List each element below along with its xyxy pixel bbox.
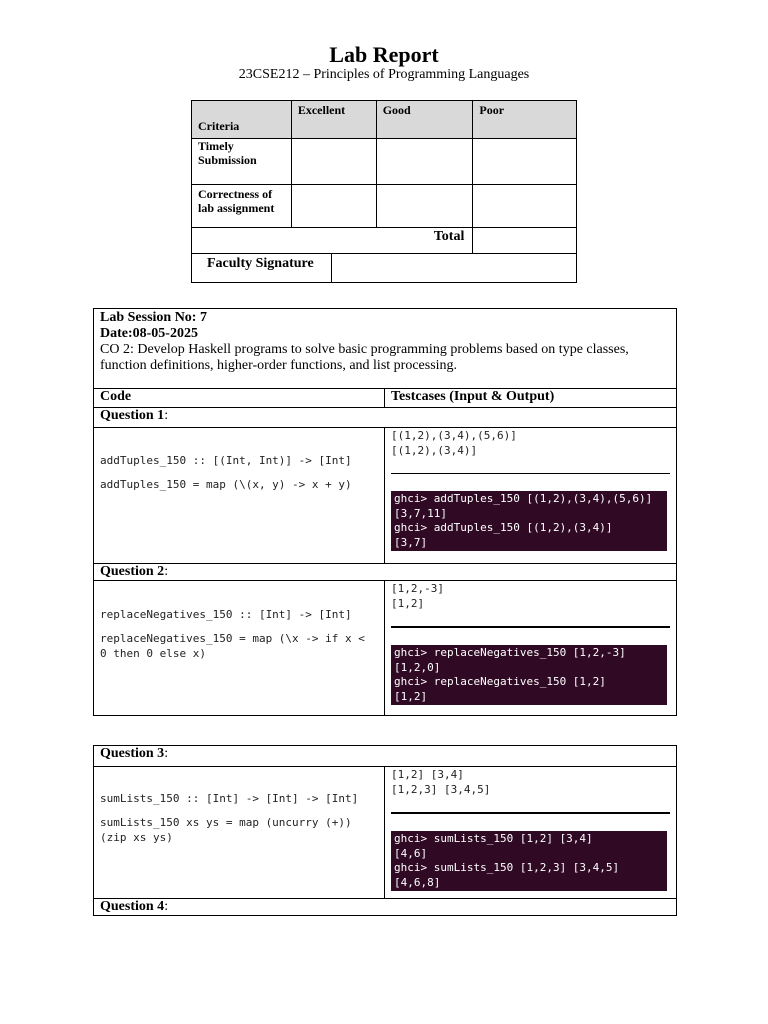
code-column-header: Code	[94, 389, 385, 408]
faculty-signature-label: Faculty Signature	[192, 254, 332, 283]
question-label: Question 3	[100, 746, 165, 761]
column-header-row	[94, 389, 677, 408]
code-body: replaceNegatives_150 = map (\x -> if x < 0 then 0 else x)	[100, 632, 365, 660]
divider	[391, 626, 670, 628]
rubric-cell	[473, 139, 577, 185]
rubric-cell	[376, 139, 473, 185]
session-date: Date:08-05-2025	[100, 326, 198, 341]
rubric-row	[192, 139, 577, 185]
rubric-cell	[473, 185, 577, 228]
rubric-excellent-header: Excellent	[291, 101, 376, 139]
course-title: 23CSE212 – Principles of Programming Languages	[238, 67, 530, 82]
rubric-criteria-header: Criteria	[192, 101, 292, 139]
rubric-good-header: Good	[376, 101, 473, 139]
rubric-cell	[291, 139, 376, 185]
testcase-input: [(1,2),(3,4),(5,6)]	[391, 429, 517, 442]
testcase-input: [1,2,-3]	[391, 582, 444, 595]
terminal-line: [1,2,0]	[394, 660, 441, 674]
terminal-line: ghci> replaceNegatives_150 [1,2]	[394, 675, 606, 688]
terminal-line: [3,7]	[394, 535, 428, 549]
testcase-cell	[385, 767, 677, 899]
question-label: Question 2	[100, 564, 165, 579]
code-cell	[94, 767, 385, 899]
terminal-output	[391, 491, 667, 551]
rubric-row	[192, 185, 577, 228]
rubric-total-row	[192, 228, 577, 254]
total-label: Total	[192, 228, 473, 254]
code-cell	[94, 428, 385, 564]
lab-table	[93, 308, 677, 716]
testcase-cell	[385, 581, 677, 716]
terminal-line: ghci> addTuples_150 [(1,2),(3,4)]	[394, 521, 613, 534]
terminal-line: ghci> sumLists_150 [1,2] [3,4]	[394, 832, 593, 845]
session-number: Lab Session No: 7	[100, 310, 207, 325]
rubric-cell	[376, 185, 473, 228]
rubric-table	[191, 100, 577, 254]
question-row: Question 3:	[94, 746, 677, 767]
rubric-row-label: Timely Submission	[192, 139, 292, 185]
terminal-line: [1,2]	[394, 689, 428, 703]
question-body-row	[94, 581, 677, 716]
code-signature: replaceNegatives_150 :: [Int] -> [Int]	[100, 608, 352, 621]
terminal-line: ghci> sumLists_150 [1,2,3] [3,4,5]	[394, 861, 620, 874]
faculty-signature-cell	[331, 254, 576, 283]
report-title: Lab Report	[329, 42, 439, 67]
terminal-line: [3,7,11]	[394, 506, 447, 520]
testcase-cell	[385, 428, 677, 564]
terminal-line: ghci> addTuples_150 [(1,2),(3,4),(5,6)]	[394, 492, 653, 505]
code-cell	[94, 581, 385, 716]
testcases-column-header: Testcases (Input & Output)	[385, 389, 677, 408]
rubric-cell	[291, 185, 376, 228]
rubric-row-label: Correctness of lab assignment	[192, 185, 292, 228]
question-row: Question 2:	[94, 564, 677, 581]
lab-table	[93, 745, 677, 916]
code-body: sumLists_150 xs ys = map (uncurry (+)) (zip xs ys)	[100, 816, 352, 844]
total-value-cell	[473, 228, 577, 254]
testcase-input: [1,2]	[391, 597, 425, 610]
rubric-header-row	[192, 101, 577, 139]
code-signature: addTuples_150 :: [(Int, Int)] -> [Int]	[100, 454, 352, 467]
testcase-input: [1,2] [3,4]	[391, 768, 464, 781]
session-info-row	[94, 309, 677, 389]
question-row: Question 4:	[94, 899, 677, 916]
divider	[391, 473, 670, 474]
terminal-line: ghci> replaceNegatives_150 [1,2,-3]	[394, 646, 626, 659]
code-signature: sumLists_150 :: [Int] -> [Int] -> [Int]	[100, 792, 359, 805]
question-label: Question 4	[100, 899, 165, 914]
terminal-output	[391, 831, 667, 891]
question-label: Question 1	[100, 408, 165, 423]
terminal-line: [4,6]	[394, 846, 428, 860]
question-body-row	[94, 428, 677, 564]
testcase-input: [1,2,3] [3,4,5]	[391, 783, 491, 796]
code-body: addTuples_150 = map (\(x, y) -> x + y)	[100, 478, 352, 491]
terminal-line: [4,6,8]	[394, 875, 441, 889]
rubric-poor-header: Poor	[473, 101, 577, 139]
divider	[391, 812, 670, 814]
question-body-row	[94, 767, 677, 899]
question-row: Question 1:	[94, 408, 677, 428]
session-objective: CO 2: Develop Haskell programs to solve basic programming problems based on type classes, function definitions, higher-order functions, and list processing.	[100, 342, 629, 373]
testcase-input: [(1,2),(3,4)]	[391, 444, 478, 457]
faculty-signature-table	[191, 253, 577, 283]
terminal-output	[391, 645, 667, 705]
